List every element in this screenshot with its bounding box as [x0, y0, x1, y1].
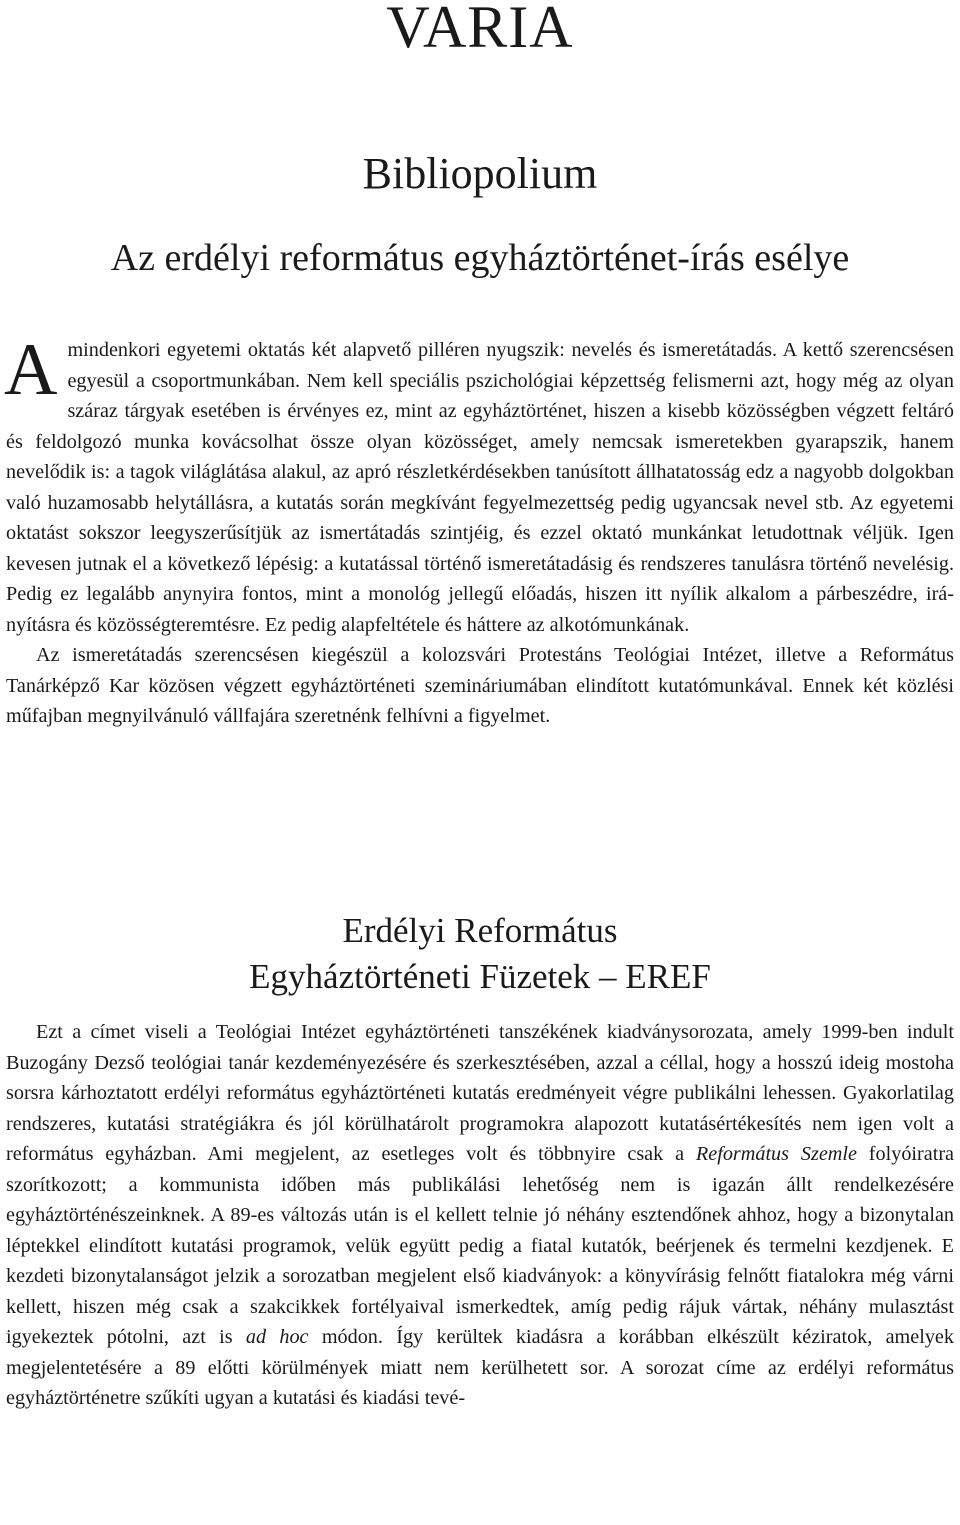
eref-text-part-3: módon. Így kerültek kiadásra a korábban elkészült kéziratok, amelyek megjelentetésére a 89 előtti körülmények miatt nem kerülhetett sor. A sorozat címe az erdélyi református egyháztörténetre szűkíti ugyan a kutatási és kiadási tevé- — [6, 1326, 954, 1409]
section-title: VARIA — [386, 0, 574, 60]
eref-text — [6, 1017, 954, 1414]
article-title: Az erdélyi református egyháztörténet-írás esélye — [110, 237, 850, 279]
eref-text-part-1: Ezt a címet viseli a Teológiai Intézet egyháztörténeti tanszékének kiadványsorozata, amely 1999-ben indult Buzogány Dezső teológiai tanár kezdeményezésére és szerkesztésében, azzal a céllal, hogy a hosszú ideig mostoha sorsra kárhoztatott erdélyi református egyháztörténeti kutatás eredményeit végre publikálni lehessen. Gyakorlatilag rendszeres, kutatási stratégiákra és jól körülhatárolt programokra alapozott kutatásértékesítés nem igen volt a református egyházban. Ami megjelent, az esetleges volt és többnyire csak a — [6, 1021, 954, 1165]
eref-heading — [0, 908, 960, 1000]
intro-paragraph-1 — [4, 329, 954, 640]
ad-hoc-italic: ad hoc — [245, 1326, 309, 1348]
intro-paragraph-1-text: mindenkori egyetemi oktatás két alapvető pilléren nyugszik: nevelés és ismeretátadás. A kettő szerencsésen egyesül a csoportmunkában. Nem kell speciális pszichológiai képzettség felismerni azt, hogy még az olyan száraz tárgyak esetében is érvényes ez, mint az egyháztörténet, hiszen a kisebb közösségben végzett feltáró és feldolgozó munka kovácsolhat össze olyan közösséget, amely nemcsak ismeretekben gyarapszik, hanem nevelődik is: a tagok világlátása alakul, az apró részletkérdésekben tanúsított állhatatosság edz a nagyobb dolgokban való huzamosabb helytállásra, a kutatás során megkívánt fegyelmezettség pedig ugyancsak nevel stb. Az egyetemi oktatást sokszor leegyszerűsítjük az ismertátadás szintjéig, és ezzel oktató munkánkat letudottnak véljük. Igen kevesen jutnak el a következő lépésig: a kutatással történő ismeretátadásig és rendszeres tanulásra történő nevelésig. Pedig ez legalább anynyira fontos, mint a monológ jellegű előadás, hiszen itt nyílik alkalom a párbeszédre, irányításra és közösségteremtésre. Ez pedig alapfeltétele és háttere az alkotómunkának. — [6, 339, 954, 636]
eref-heading-line-2: Egyháztörténeti Füzetek – EREF — [249, 957, 711, 996]
eref-heading-line-1: Erdélyi Református — [342, 911, 618, 950]
intro-text — [4, 329, 954, 732]
drop-cap: A — [4, 329, 58, 411]
journal-title-italic: Református Szemle — [695, 1143, 857, 1165]
intro-paragraph-2: Az ismeretátadás szerencsésen kiegészül a kolozsvári Protestáns Teológiai Intézet, illetve a Református Tanárképző Kar közösen végzett egyháztörténeti szemináriumában elindított kutatómunkával. Ennek két közlési műfajban megnyilvánuló vállfajára szeretnénk felhívni a figyelmet. — [6, 644, 954, 727]
column-title: Bibliopolium — [362, 149, 598, 198]
eref-paragraph — [6, 1017, 954, 1414]
eref-text-part-2: folyóiratra szorítkozott; a kommunista időben más publikálási lehetőség nem is igazán állt rendelkezésére egyháztörténészeinknek. A 89-es változás után is el kellett telnie jó néhány esztendőnek ahhoz, hogy a bizonytalan léptekkel elindított kutatási programok, velük együtt pedig a fiatal kutatók, beérjenek és termelni kezdjenek. E kezdeti bizonytalanságot jelzik a sorozatban megjelent első kiadványok: a könyvírásig felnőtt fiatalokra még várni kellett, hiszen még csak a szakcikkek fortélyaival ismerkedtek, amíg pedig rájuk vártak, néhány mulasztást igyekeztek pótolni, azt is — [6, 1143, 954, 1348]
